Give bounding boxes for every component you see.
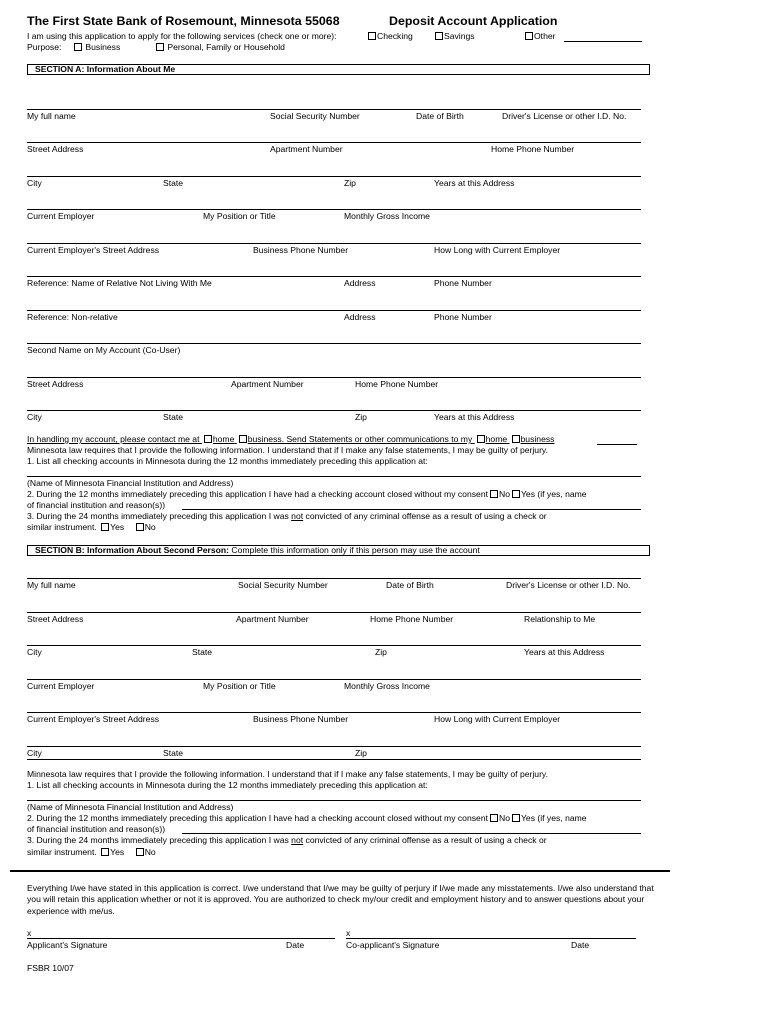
- question-1: 1. List all checking accounts in Minnesota during the 12 months immediately preceding this application at:: [27, 780, 428, 790]
- label-license: Driver's License or other I.D. No.: [506, 580, 631, 590]
- label-home-phone: Home Phone Number: [355, 379, 439, 389]
- label-position: My Position or Title: [203, 681, 276, 691]
- label-address: Address: [344, 312, 376, 322]
- label-phone: Phone Number: [434, 278, 492, 288]
- field-line[interactable]: [27, 746, 641, 747]
- label-employer: Current Employer: [27, 211, 95, 221]
- services-prompt: I am using this application to apply for the following services (check one or more):: [27, 31, 337, 41]
- label-employment-length: How Long with Current Employer: [434, 714, 561, 724]
- label-employment-length: How Long with Current Employer: [434, 245, 561, 255]
- question-2: 2. During the 12 months immediately preceding this application I have had a checking account closed without my consent No Yes (if yes, name: [27, 813, 587, 823]
- label-zip: Zip: [344, 178, 356, 188]
- q2-no-checkbox[interactable]: [490, 490, 498, 498]
- field-line[interactable]: [27, 142, 641, 143]
- other-checkbox[interactable]: [525, 32, 533, 40]
- question-2-cont: of financial institution and reason(s)): [27, 500, 166, 510]
- contact-home-checkbox[interactable]: [204, 435, 212, 443]
- label-state: State: [163, 748, 184, 758]
- label-relationship: Relationship to Me: [524, 614, 596, 624]
- question-3-cont: similar instrument. Yes No: [27, 847, 156, 857]
- label-street: Street Address: [27, 144, 84, 154]
- label-state: State: [163, 178, 184, 188]
- purpose-label: Purpose:: [27, 42, 62, 52]
- label-home-phone: Home Phone Number: [491, 144, 575, 154]
- label-zip: Zip: [375, 647, 387, 657]
- coapplicant-signature-label: Co-applicant's Signature: [346, 940, 440, 950]
- applicant-signature-line[interactable]: [27, 938, 335, 939]
- label-business-phone: Business Phone Number: [253, 714, 349, 724]
- label-phone: Phone Number: [434, 312, 492, 322]
- label-income: Monthly Gross Income: [344, 681, 430, 691]
- label-position: My Position or Title: [203, 211, 276, 221]
- field-line[interactable]: [27, 759, 641, 760]
- form-title: Deposit Account Application: [389, 14, 558, 28]
- section-b-header: SECTION B: Information About Second Person: Complete this information only if this person may use the account: [27, 545, 650, 556]
- q2-no-checkbox[interactable]: [490, 814, 498, 822]
- label-state: State: [192, 647, 213, 657]
- question-1-caption: (Name of Minnesota Financial Institution and Address): [27, 478, 234, 488]
- label-income: Monthly Gross Income: [344, 211, 430, 221]
- section-a-header: SECTION A: Information About Me: [27, 64, 650, 75]
- services-line: [27, 31, 337, 41]
- label-zip: Zip: [355, 748, 367, 758]
- question-3: 3. During the 24 months immediately preceding this application I was not convicted of any criminal offense as a result of using a check or: [27, 835, 547, 845]
- other-fill-line[interactable]: [564, 41, 642, 42]
- field-line[interactable]: [27, 679, 641, 680]
- label-co-user: Second Name on My Account (Co-User): [27, 345, 181, 355]
- date-label: Date: [286, 940, 305, 950]
- field-line[interactable]: [182, 509, 641, 510]
- q2-yes-checkbox[interactable]: [512, 490, 520, 498]
- label-ssn: Social Security Number: [238, 580, 328, 590]
- other-option[interactable]: Other: [523, 31, 556, 41]
- label-employer-address: Current Employer's Street Address: [27, 245, 160, 255]
- send-business-checkbox[interactable]: [512, 435, 520, 443]
- label-city: City: [27, 748, 42, 758]
- field-line[interactable]: [27, 612, 641, 613]
- label-nonrelative-reference: Reference: Non-relative: [27, 312, 118, 322]
- label-ssn: Social Security Number: [270, 111, 360, 121]
- form-code: FSBR 10/07: [27, 963, 74, 973]
- savings-option[interactable]: Savings: [433, 31, 475, 41]
- question-3: 3. During the 24 months immediately preceding this application I was not convicted of any criminal offense as a result of using a check or: [27, 511, 547, 521]
- field-line[interactable]: [27, 209, 641, 210]
- label-zip: Zip: [355, 412, 367, 422]
- label-full-name: My full name: [27, 580, 76, 590]
- business-checkbox[interactable]: [74, 43, 82, 51]
- label-years-address: Years at this Address: [434, 178, 515, 188]
- field-line[interactable]: [27, 800, 641, 801]
- coapplicant-signature-line[interactable]: [346, 938, 636, 939]
- label-relative-reference: Reference: Name of Relative Not Living With Me: [27, 278, 212, 288]
- label-years-address: Years at this Address: [524, 647, 605, 657]
- field-line[interactable]: [27, 377, 641, 378]
- label-apartment: Apartment Number: [231, 379, 304, 389]
- applicant-signature-label: Applicant's Signature: [27, 940, 108, 950]
- signature-x: x: [27, 928, 32, 938]
- label-dob: Date of Birth: [386, 580, 434, 590]
- certification-statement: Everything I/we have stated in this application is correct. I/we understand that I/we may be guilty of perjury if I/we made any misstatements. I/we also understand that you will retain this application whether or not it is approved. You are authorized to check my/our credit and employment history and to answer questions about your experience with me/us.: [27, 883, 654, 916]
- question-1: 1. List all checking accounts in Minnesota during the 12 months immediately preceding this application at:: [27, 456, 428, 466]
- contact-fill-line: [597, 444, 637, 445]
- field-line[interactable]: [27, 578, 641, 579]
- checking-option[interactable]: Checking: [366, 31, 413, 41]
- label-apartment: Apartment Number: [270, 144, 343, 154]
- field-line[interactable]: [27, 176, 641, 177]
- label-city: City: [27, 412, 42, 422]
- label-business-phone: Business Phone Number: [253, 245, 349, 255]
- field-line[interactable]: [27, 410, 641, 411]
- signature-x: x: [346, 928, 351, 938]
- field-line[interactable]: [27, 476, 641, 477]
- label-employer-address: Current Employer's Street Address: [27, 714, 160, 724]
- label-license: Driver's License or other I.D. No.: [502, 111, 627, 121]
- field-line[interactable]: [27, 712, 641, 713]
- question-2: 2. During the 12 months immediately preceding this application I have had a checking account closed without my consent No Yes (if yes, name: [27, 489, 587, 499]
- field-line[interactable]: [27, 645, 641, 646]
- label-city: City: [27, 178, 42, 188]
- label-state: State: [163, 412, 184, 422]
- contact-preference: In handling my account, please contact me at home business. Send Statements or other communications to my home business: [27, 434, 555, 444]
- personal-checkbox[interactable]: [156, 43, 164, 51]
- field-line[interactable]: [27, 343, 641, 344]
- q3-yes-checkbox[interactable]: [101, 848, 109, 856]
- label-apartment: Apartment Number: [236, 614, 309, 624]
- field-line[interactable]: [27, 109, 641, 110]
- label-full-name: My full name: [27, 111, 76, 121]
- divider: [10, 870, 670, 872]
- field-line[interactable]: [27, 276, 641, 277]
- question-3-cont: similar instrument. Yes No: [27, 522, 156, 532]
- label-dob: Date of Birth: [416, 111, 464, 121]
- contact-business-checkbox[interactable]: [239, 435, 247, 443]
- bank-name: The First State Bank of Rosemount, Minnesota 55068: [27, 14, 340, 28]
- label-employer: Current Employer: [27, 681, 95, 691]
- q3-no-checkbox[interactable]: [136, 848, 144, 856]
- perjury-notice: Minnesota law requires that I provide the following information. I understand that if I make any false statements, I may be guilty of perjury.: [27, 769, 548, 779]
- label-city: City: [27, 647, 42, 657]
- field-line[interactable]: [27, 310, 641, 311]
- send-home-checkbox[interactable]: [477, 435, 485, 443]
- checking-checkbox[interactable]: [368, 32, 376, 40]
- purpose-personal-option[interactable]: Personal, Family or Household: [154, 42, 285, 52]
- q3-no-checkbox[interactable]: [136, 523, 144, 531]
- label-street: Street Address: [27, 379, 84, 389]
- field-line[interactable]: [27, 243, 641, 244]
- perjury-notice: Minnesota law requires that I provide the following information. I understand that if I make any false statements, I may be guilty of perjury.: [27, 445, 548, 455]
- question-1-caption: (Name of Minnesota Financial Institution and Address): [27, 802, 234, 812]
- date-label: Date: [571, 940, 590, 950]
- q2-yes-checkbox[interactable]: [512, 814, 520, 822]
- question-2-cont: of financial institution and reason(s)): [27, 824, 166, 834]
- field-line[interactable]: [182, 833, 641, 834]
- label-street: Street Address: [27, 614, 84, 624]
- label-years-address: Years at this Address: [434, 412, 515, 422]
- purpose-business-option[interactable]: Business: [72, 42, 120, 52]
- label-address: Address: [344, 278, 376, 288]
- q3-yes-checkbox[interactable]: [101, 523, 109, 531]
- savings-checkbox[interactable]: [435, 32, 443, 40]
- label-home-phone: Home Phone Number: [370, 614, 454, 624]
